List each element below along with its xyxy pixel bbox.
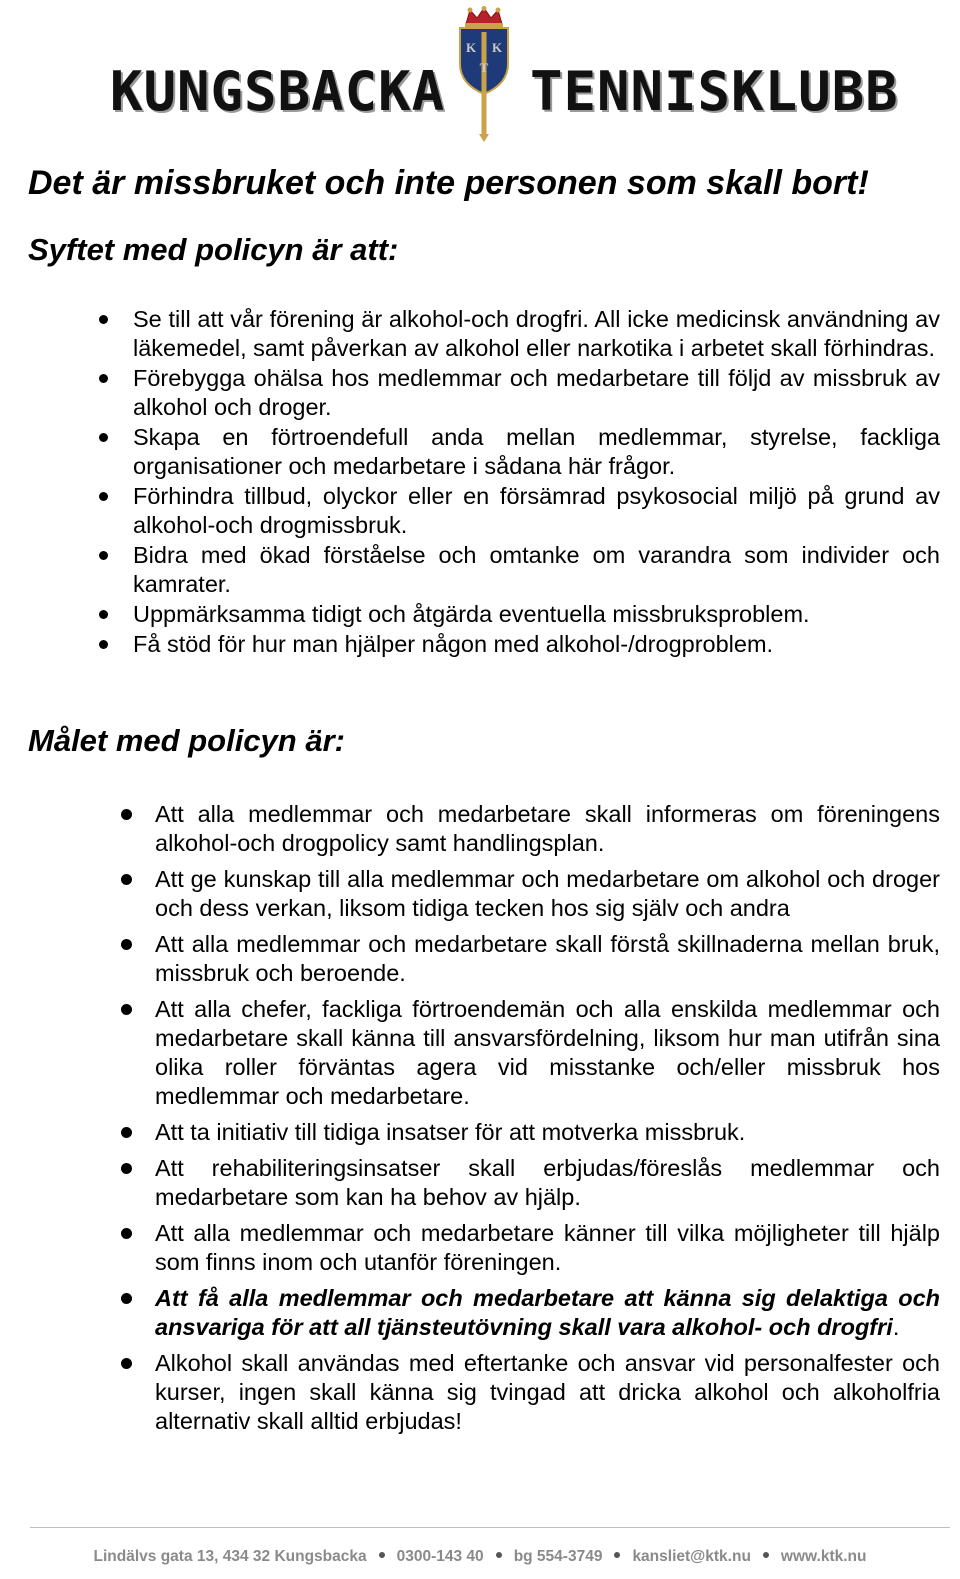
goals-heading: Målet med policyn är: <box>28 723 345 758</box>
bullet-icon <box>99 492 108 501</box>
goal-item-emphasis: Att få alla medlemmar och medarbetare att känna sig delaktiga och ansvariga för att all tjänsteutövning skall vara alkohol- och drogfri. <box>0 1284 940 1342</box>
purpose-item: Få stöd för hur man hjälper någon med alkohol-/drogproblem. <box>0 630 940 659</box>
goal-item: Att alla medlemmar och medarbetare känner till vilka möjligheter till hjälp som finns inom och utanför föreningen. <box>0 1219 940 1277</box>
purpose-item: Skapa en förtroendefull anda mellan medlemmar, styrelse, fackliga organisationer och medarbetare i sådana här frågor. <box>0 423 940 481</box>
footer-phone: 0300-143 40 <box>396 1548 484 1565</box>
footer-email-link[interactable]: kansliet@ktk.nu <box>632 1548 751 1565</box>
footer-address: Lindälvs gata 13, 434 32 Kungsbacka <box>93 1548 367 1565</box>
separator-dot-icon <box>614 1552 620 1558</box>
footer-bankgiro: bg 554-3749 <box>513 1548 603 1565</box>
purpose-item: Bidra med ökad förståelse och omtanke om varandra som individer och kamrater. <box>0 541 940 599</box>
footer-divider <box>30 1527 950 1528</box>
club-name-left: KUNGSBACKA <box>110 60 446 123</box>
goal-item: Alkohol skall användas med eftertanke och ansvar vid personalfester och kurser, ingen skall känna sig tvingad att dricka alkohol och alkoholfria alternativ skall alltid erbjudas! <box>0 1349 940 1436</box>
logo-letter-t: T <box>479 60 489 75</box>
goal-item: Att alla medlemmar och medarbetare skall förstå skillnaderna mellan bruk, missbruk och beroende. <box>0 930 940 988</box>
bullet-icon <box>121 1358 132 1369</box>
bullet-icon <box>121 939 132 950</box>
separator-dot-icon <box>763 1552 769 1558</box>
goal-item: Att alla medlemmar och medarbetare skall informeras om föreningens alkohol-och drogpolicy samt handlingsplan. <box>0 800 940 858</box>
purpose-item: Se till att vår förening är alkohol-och drogfri. All icke medicinsk användning av läkemedel, samt påverkan av alkohol eller narkotika i arbetet skall förhindras. <box>0 305 940 363</box>
bullet-icon <box>99 433 108 442</box>
club-name-right: TENNISKLUBB <box>530 60 899 123</box>
separator-dot-icon <box>379 1552 385 1558</box>
headline: Det är missbruket och inte personen som skall bort! <box>28 164 869 202</box>
bullet-icon <box>99 551 108 560</box>
goal-item: Att ge kunskap till alla medlemmar och medarbetare om alkohol och droger och dess verkan, liksom tidiga tecken hos sig själv och andra <box>0 865 940 923</box>
bullet-icon <box>99 640 108 649</box>
bullet-icon <box>99 610 108 619</box>
bullet-icon <box>121 1228 132 1239</box>
purpose-item: Förhindra tillbud, olyckor eller en försämrad psykosocial miljö på grund av alkohol-och drogmissbruk. <box>0 482 940 540</box>
goals-list <box>0 800 940 1443</box>
purpose-list <box>0 305 940 660</box>
purpose-heading: Syftet med policyn är att: <box>28 232 399 267</box>
purpose-item: Förebygga ohälsa hos medlemmar och medarbetare till följd av missbruk av alkohol och droger. <box>0 364 940 422</box>
purpose-item: Uppmärksamma tidigt och åtgärda eventuella missbruksproblem. <box>0 600 940 629</box>
bullet-icon <box>121 1127 132 1138</box>
separator-dot-icon <box>496 1552 502 1558</box>
goal-item: Att alla chefer, fackliga förtroendemän och alla enskilda medlemmar och medarbetare skall känna till ansvarsfördelning, liksom hur man utifrån sina olika roller förväntas agera vid misstanke och/eller missbruk hos medlemmar och medarbetare. <box>0 995 940 1111</box>
goal-item: Att rehabiliteringsinsatser skall erbjudas/föreslås medlemmar och medarbetare som kan ha behov av hjälp. <box>0 1154 940 1212</box>
bullet-icon <box>121 874 132 885</box>
club-logo <box>452 6 516 142</box>
bullet-icon <box>121 1293 132 1304</box>
letterhead <box>0 0 960 145</box>
bullet-icon <box>121 1004 132 1015</box>
logo-letter-k2: K <box>491 40 503 55</box>
goal-item: Att ta initiativ till tidiga insatser för att motverka missbruk. <box>0 1118 940 1147</box>
bullet-icon <box>99 374 108 383</box>
footer <box>0 1548 960 1566</box>
footer-website-link[interactable]: www.ktk.nu <box>780 1548 867 1565</box>
bullet-icon <box>121 1163 132 1174</box>
logo-letter-k1: K <box>465 40 477 55</box>
bullet-icon <box>99 315 108 324</box>
bullet-icon <box>121 809 132 820</box>
